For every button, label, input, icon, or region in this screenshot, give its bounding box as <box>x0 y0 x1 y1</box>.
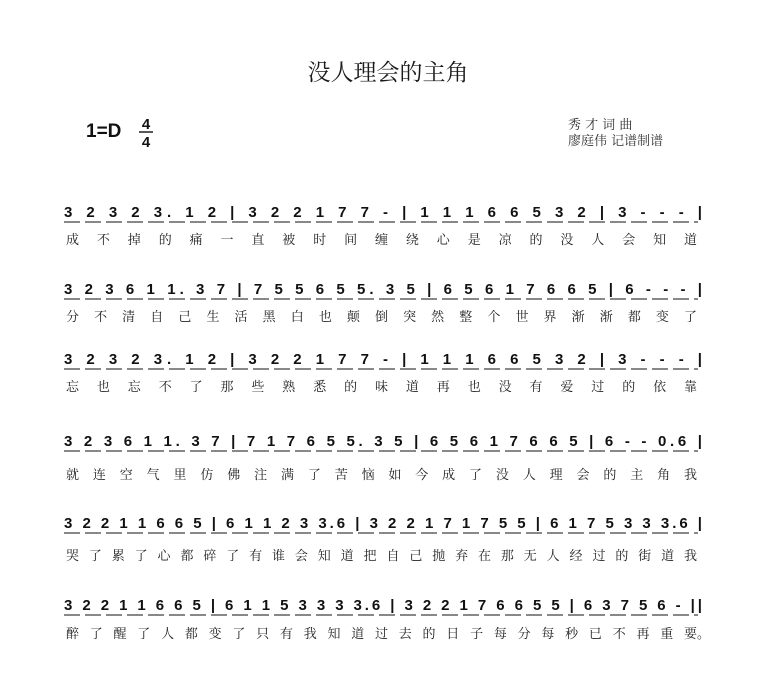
lyric-syllable: 了 <box>89 627 103 642</box>
lyric-syllable: 道 <box>661 549 675 564</box>
lyric-syllable: 味 <box>375 380 389 395</box>
lyric-syllable: 没 <box>560 233 574 248</box>
lyric-syllable: 醉 <box>66 627 80 642</box>
lyric-syllable: 道 <box>340 549 354 564</box>
lyric-syllable: 的 <box>344 380 358 395</box>
lyric-syllable: 连 <box>92 468 106 483</box>
lyric-syllable: 渐 <box>599 310 613 325</box>
lyric-syllable: 里 <box>173 468 187 483</box>
time-signature-top: 4 <box>141 116 151 133</box>
lyric-syllable: 已 <box>588 627 602 642</box>
notation-line: 3 2 2 1 1 6 6 5 | 6 1 1 2 3 3.6 | 3 2 2 1 7 1 7 5 5 | 6 1 7 5 3 3 3.6 | <box>64 515 702 532</box>
lyric-syllable: 了 <box>189 380 203 395</box>
lyric-syllable: 依 <box>653 380 667 395</box>
lyric-syllable: 主 <box>630 468 644 483</box>
lyric-syllable: 白 <box>290 310 304 325</box>
lyric-syllable: 间 <box>344 233 358 248</box>
lyric-syllable: 突 <box>403 310 417 325</box>
lyric-syllable: 抛 <box>432 549 446 564</box>
score-system <box>64 281 702 325</box>
notation-line: 3 2 3 6 1 1. 3 7 | 7 5 5 6 5 5. 3 5 | 6 5 6 1 7 6 6 5 | 6 - - - | <box>64 281 702 298</box>
lyric-syllable: 佛 <box>227 468 241 483</box>
lyric-syllable: 我 <box>684 468 698 483</box>
lyric-syllable: 道 <box>351 627 365 642</box>
lyric-syllable: 了 <box>307 468 321 483</box>
lyric-syllable: 也 <box>96 380 110 395</box>
lyric-syllable: 那 <box>500 549 514 564</box>
lyric-syllable: 子 <box>470 627 484 642</box>
lyric-syllable: 每 <box>493 627 507 642</box>
credit-lyricist-composer: 秀 才 词 曲 <box>568 118 633 133</box>
lyric-syllable: 了 <box>232 627 246 642</box>
lyric-syllable: 颠 <box>346 310 360 325</box>
lyric-syllable: 己 <box>409 549 423 564</box>
lyric-syllable: 活 <box>234 310 248 325</box>
lyric-syllable: 恼 <box>361 468 375 483</box>
lyric-syllable: 日 <box>446 627 460 642</box>
lyric-syllable: 经 <box>569 549 583 564</box>
lyric-syllable: 只 <box>256 627 270 642</box>
lyric-syllable: 靠 <box>684 380 698 395</box>
lyric-syllable: 忘 <box>127 380 141 395</box>
lyric-syllable: 我 <box>684 549 698 564</box>
lyric-syllable: 己 <box>178 310 192 325</box>
lyric-syllable: 哭 <box>66 549 80 564</box>
lyric-syllable: 掉 <box>127 233 141 248</box>
lyric-syllable: 人 <box>546 549 560 564</box>
lyric-syllable: 人 <box>161 627 175 642</box>
lyric-syllable: 知 <box>317 549 331 564</box>
score-system <box>64 204 702 248</box>
score-system <box>64 515 702 564</box>
lyric-syllable: 满 <box>280 468 294 483</box>
lyric-syllable: 有 <box>249 549 263 564</box>
lyric-syllable: 把 <box>363 549 377 564</box>
lyric-syllable: 的 <box>622 380 636 395</box>
lyric-syllable: 要。 <box>684 627 711 642</box>
lyric-syllable: 了 <box>134 549 148 564</box>
lyric-syllable: 都 <box>180 549 194 564</box>
lyric-syllable: 醒 <box>113 627 127 642</box>
lyric-syllable: 的 <box>158 233 172 248</box>
lyric-syllable: 的 <box>422 627 436 642</box>
score-system <box>64 351 702 395</box>
lyric-syllable: 直 <box>251 233 265 248</box>
lyric-syllable: 秒 <box>565 627 579 642</box>
lyric-syllable: 今 <box>415 468 429 483</box>
lyric-syllable: 再 <box>436 380 450 395</box>
lyric-syllable: 理 <box>549 468 563 483</box>
key-signature: 1=D <box>86 121 122 142</box>
lyric-syllable: 熟 <box>282 380 296 395</box>
lyric-syllable: 一 <box>220 233 234 248</box>
lyric-syllable: 不 <box>96 233 110 248</box>
lyric-syllable: 如 <box>388 468 402 483</box>
lyric-syllable: 生 <box>206 310 220 325</box>
notation-line: 3 2 2 1 1 6 6 5 | 6 1 1 5 3 3 3 3.6 | 3 2 2 1 7 6 6 5 5 | 6 3 7 5 6 - || <box>64 597 702 614</box>
lyric-syllable: 成 <box>66 233 80 248</box>
lyric-syllable: 心 <box>157 549 171 564</box>
lyric-syllable: 那 <box>220 380 234 395</box>
lyric-syllable: 分 <box>66 310 80 325</box>
lyric-syllable: 也 <box>318 310 332 325</box>
lyric-syllable: 都 <box>627 310 641 325</box>
lyric-syllable: 无 <box>523 549 537 564</box>
lyric-syllable: 界 <box>543 310 557 325</box>
lyric-syllable: 爱 <box>560 380 574 395</box>
lyric-syllable: 碎 <box>203 549 217 564</box>
lyric-syllable: 苦 <box>334 468 348 483</box>
lyric-syllable: 心 <box>436 233 450 248</box>
lyric-syllable: 我 <box>303 627 317 642</box>
lyric-syllable: 绕 <box>405 233 419 248</box>
lyric-syllable: 痛 <box>189 233 203 248</box>
lyric-syllable: 的 <box>603 468 617 483</box>
lyric-syllable: 的 <box>615 549 629 564</box>
notation-line: 3 2 3 2 3. 1 2 | 3 2 2 1 7 7 - | 1 1 1 6 6 5 3 2 | 3 - - - | <box>64 204 702 221</box>
score-system <box>64 433 702 483</box>
lyric-syllable: 在 <box>478 549 492 564</box>
lyric-syllable: 了 <box>137 627 151 642</box>
lyric-syllable: 些 <box>251 380 265 395</box>
lyric-syllable: 知 <box>653 233 667 248</box>
lyric-syllable: 累 <box>111 549 125 564</box>
lyric-syllable: 的 <box>529 233 543 248</box>
lyric-syllable: 凉 <box>498 233 512 248</box>
lyric-syllable: 就 <box>66 468 80 483</box>
lyric-syllable: 被 <box>282 233 296 248</box>
lyric-syllable: 个 <box>487 310 501 325</box>
lyric-syllable: 都 <box>184 627 198 642</box>
time-signature-bottom: 4 <box>141 134 151 151</box>
lyric-syllable: 人 <box>522 468 536 483</box>
notation-line: 3 2 3 2 3. 1 2 | 3 2 2 1 7 7 - | 1 1 1 6 6 5 3 2 | 3 - - - | <box>64 351 702 368</box>
lyric-syllable: 过 <box>592 549 606 564</box>
lyric-syllable: 然 <box>431 310 445 325</box>
lyric-syllable: 会 <box>576 468 590 483</box>
lyric-syllable: 每 <box>541 627 555 642</box>
lyric-syllable: 了 <box>226 549 240 564</box>
lyric-syllable: 道 <box>405 380 419 395</box>
notation-line: 3 2 3 6 1 1. 3 7 | 7 1 7 6 5 5. 3 5 | 6 5 6 1 7 6 6 5 | 6 - - 0.6 | <box>64 433 703 450</box>
credit-transcriber: 廖庭伟 记谱制谱 <box>568 134 664 149</box>
lyric-syllable: 街 <box>638 549 652 564</box>
lyric-syllable: 知 <box>327 627 341 642</box>
lyric-syllable: 重 <box>660 627 674 642</box>
song-title: 没人理会的主角 <box>307 60 469 86</box>
lyric-syllable: 了 <box>684 310 698 325</box>
lyric-syllable: 不 <box>612 627 626 642</box>
lyric-syllable: 注 <box>254 468 268 483</box>
lyric-syllable: 了 <box>469 468 483 483</box>
lyric-syllable: 不 <box>94 310 108 325</box>
lyric-syllable: 过 <box>591 380 605 395</box>
lyric-syllable: 世 <box>515 310 529 325</box>
lyric-syllable: 不 <box>158 380 172 395</box>
lyric-syllable: 缠 <box>375 233 389 248</box>
lyric-syllable: 会 <box>622 233 636 248</box>
lyric-syllable: 悉 <box>313 380 327 395</box>
lyric-syllable: 仿 <box>200 468 214 483</box>
lyric-syllable: 再 <box>636 627 650 642</box>
lyric-syllable: 倒 <box>375 310 389 325</box>
lyric-syllable: 了 <box>88 549 102 564</box>
score-system <box>64 597 710 642</box>
lyric-syllable: 有 <box>279 627 293 642</box>
lyric-syllable: 黑 <box>262 310 276 325</box>
lyric-syllable: 自 <box>150 310 164 325</box>
lyric-syllable: 忘 <box>66 380 80 395</box>
lyric-syllable: 分 <box>517 627 531 642</box>
score-systems <box>64 204 710 642</box>
lyric-syllable: 整 <box>459 310 473 325</box>
lyric-syllable: 时 <box>313 233 327 248</box>
lyric-syllable: 渐 <box>571 310 585 325</box>
lyric-syllable: 气 <box>146 468 160 483</box>
lyric-syllable: 弃 <box>455 549 469 564</box>
lyric-syllable: 角 <box>657 468 671 483</box>
lyric-syllable: 道 <box>684 233 698 248</box>
lyric-syllable: 变 <box>655 310 669 325</box>
lyric-syllable: 没 <box>495 468 509 483</box>
lyric-syllable: 谁 <box>272 549 286 564</box>
lyric-syllable: 是 <box>467 233 481 248</box>
lyric-syllable: 变 <box>208 627 222 642</box>
lyric-syllable: 去 <box>398 627 412 642</box>
lyric-syllable: 会 <box>294 549 308 564</box>
lyric-syllable: 也 <box>467 380 481 395</box>
lyric-syllable: 成 <box>442 468 456 483</box>
lyric-syllable: 空 <box>119 468 133 483</box>
lyric-syllable: 没 <box>498 380 512 395</box>
lyric-syllable: 有 <box>529 380 543 395</box>
lyric-syllable: 过 <box>375 627 389 642</box>
lyric-syllable: 人 <box>591 233 605 248</box>
lyric-syllable: 清 <box>122 310 136 325</box>
lyric-syllable: 自 <box>386 549 400 564</box>
